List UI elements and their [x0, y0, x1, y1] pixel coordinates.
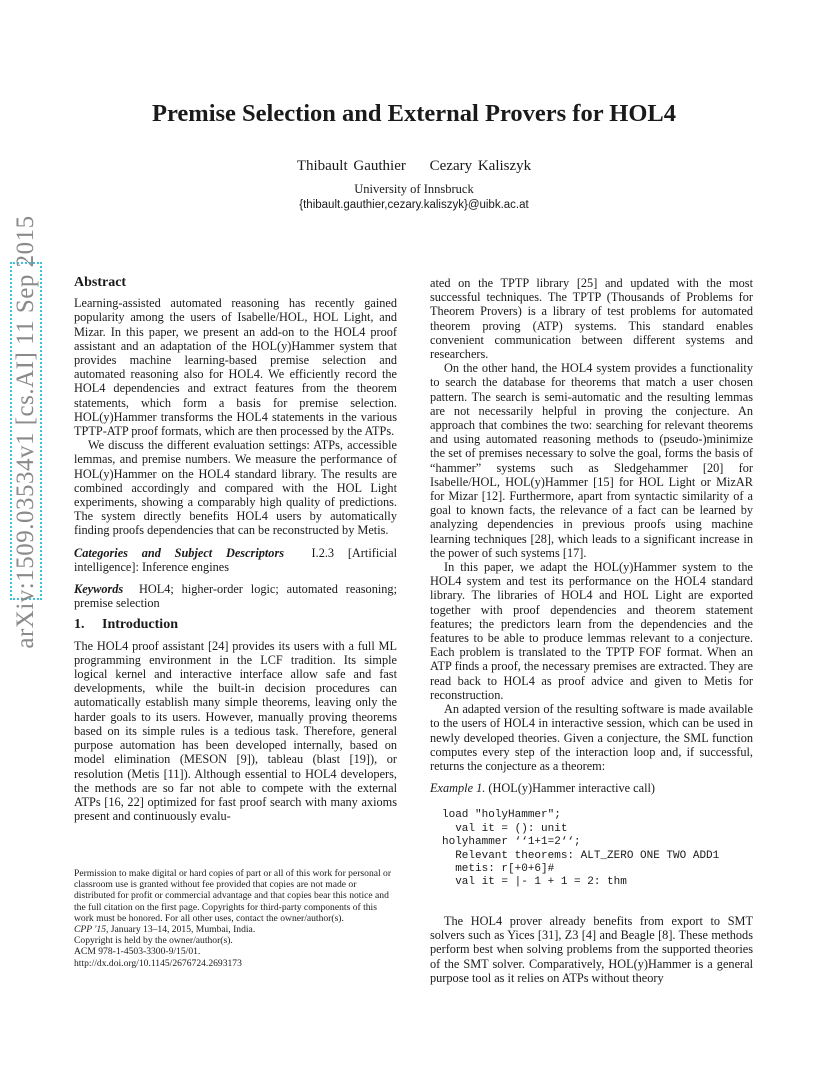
- copyright-holder: Copyright is held by the owner/author(s).: [74, 935, 233, 947]
- author-name: Cezary Kaliszyk: [429, 158, 532, 174]
- arxiv-stamp: [8, 215, 44, 649]
- body-paragraph: The HOL4 prover already benefits from export to SMT solvers such as Yices [31], Z3 [4] and Beagle [8]. These methods perform best when solving problems from the supported theories of the SMT solver. Comparatively, HOL(y)Hammer is a general purpose tool as it relies on ATPs without theory: [430, 914, 753, 985]
- doi-link[interactable]: http://dx.doi.org/10.1145/2676724.2693173: [74, 957, 242, 969]
- categories-text: I.2.3 [Artificial intelligence]: Inference engines: [74, 545, 397, 574]
- right-column: [430, 276, 753, 890]
- keywords: [74, 582, 397, 610]
- section-number: 1.: [74, 617, 85, 633]
- example-label: Example 1.: [430, 781, 486, 796]
- right-column-continued: [430, 914, 753, 985]
- abstract-heading: Abstract: [74, 275, 127, 290]
- author-name: Thibault Gauthier: [296, 158, 406, 174]
- conference-details: January 13–14, 2015, Mumbai, India.: [110, 924, 256, 936]
- body-paragraph: ated on the TPTP library [25] and updated with the most successful techniques. The TPTP (Thousands of Problems for Theorem Provers) is a library of test problems for automated theorem proving (ATP) systems. This standard enables convenient communication between different systems and researchers.: [430, 276, 753, 362]
- keywords-label: Keywords: [74, 582, 124, 597]
- conference-line: [74, 924, 397, 935]
- left-column: [74, 276, 397, 823]
- section-title: Introduction: [102, 617, 178, 633]
- example-title: (HOL(y)Hammer interactive call): [488, 781, 656, 796]
- arxiv-identifier: arXiv:1509.03534v1 [cs.AI] 11 Sep 2015: [12, 215, 39, 649]
- example-caption: [430, 781, 753, 795]
- intro-heading: [74, 618, 397, 632]
- intro-paragraph: The HOL4 proof assistant [24] provides its users with a full ML programming environment in the LCF tradition. Its simple logical kernel and interactive interface allow safe and fast developments, while the built-in decision procedures can automatically establish many simple theorems, leaving only the harder goals to its users. However, manually proving theorems based on its simple rules is a tedious task. Therefore, general purpose automation has been developed internally, based on model elimination (MESON [9]), tableau (blast [19]), or resolution (Metis [11]). Although essential to HOL4 developers, the methods are so far not able to compete with the external ATPs [16, 22] optimized for fast proof search with many axioms present and continuously evalu-: [74, 638, 397, 824]
- body-paragraph: An adapted version of the resulting software is made available to the users of HOL4 in interactive session, which can be used in newly developed theories. Given a conjecture, the SML function computes every step of the interaction loop and, if successful, returns the conjecture as a theorem:: [430, 702, 753, 773]
- abstract-paragraph: We discuss the different evaluation settings: ATPs, accessible lemmas, and premise numbers. We measure the performance of HOL(y)Hammer on the HOL4 standard library. The results are combined accordingly and compared with the HOL Light experiments, showing a comparably high quality of predictions. The system directly benefits HOL4 users by automatically finding proofs dependencies that can be reconstructed by Metis.: [74, 438, 397, 538]
- paper-title: Premise Selection and External Provers for HOL4: [152, 100, 676, 127]
- keywords-text: HOL4; higher-order logic; automated reasoning; premise selection: [74, 582, 397, 611]
- body-paragraph: On the other hand, the HOL4 system provides a functionality to search the database for theorems that match a user chosen pattern. The search is semi-automatic and the resulting lemmas are not necessarily helpful in proving the conjecture. An approach that combines the two: searching for relevant theorems and using automated reasoning methods to (pseudo-)minimize the set of premises necessary to solve the goal, forms the basis of “hammer” systems such as Sledgehammer [20] for Isabelle/HOL, HOL(y)Hammer [15] for HOL Light or MizAR for Mizar [12]. Furthermore, apart from syntactic similarity of a goal to known facts, the relevance of a fact can be learned by analyzing dependencies in previous proofs using machine learning techniques [28], which leads to a significant increase in the power of such systems [17].: [430, 361, 753, 560]
- body-paragraph: In this paper, we adapt the HOL(y)Hammer system to the HOL4 system and test its performance on the HOL4 standard library. The libraries of HOL4 and HOL Light are exported together with proof dependencies and theorem statement features; the predictors learn from the dependencies and the features to be able to produce lemmas relevant to a conjecture. Each problem is translated to the TPTP FOF format. When an ATP finds a proof, the necessary premises are extracted. They are read back to HOL4 as proof advice and given to Metis for reconstruction.: [430, 560, 753, 702]
- author-emails: {thibault.gauthier,cezary.kaliszyk}@uibk.ac.at: [299, 199, 529, 211]
- conference-name: CPP '15,: [74, 924, 109, 936]
- abstract-paragraph: Learning-assisted automated reasoning has recently gained popularity among the users of Isabelle/HOL, HOL Light, and Mizar. In this paper, we present an add-on to the HOL4 proof assistant and an adaptation of the HOL(y)Hammer system that provides machine learning-based premise selection and automated reasoning also for HOL4. We efficiently record the HOL4 dependencies and extract features from the theorem statements, which form a basis for premise selection. HOL(y)Hammer transforms the HOL4 statements in the various TPTP-ATP proof formats, which are then processed by the ATPs.: [74, 296, 397, 439]
- categories-label: Categories and Subject Descriptors: [74, 545, 285, 560]
- categories-descriptors: [74, 546, 397, 574]
- acm-number: ACM 978-1-4503-3300-9/15/01.: [74, 946, 201, 958]
- author-list: [0, 158, 828, 175]
- affiliation: University of Innsbruck: [354, 182, 474, 196]
- code-block: load "holyHammer"; val it = (): unit holyhammer ‘‘1+1=2‘‘; Relevant theorems: ALT_ZERO ONE TWO ADD1 metis: r[+0+6]# val it = |- 1 + 1 = 2: thm: [442, 809, 720, 889]
- copyright-notice: [74, 868, 397, 969]
- permission-text: Permission to make digital or hard copies of part or all of this work for personal or classroom use is granted without fee provided that copies are not made or distributed for profit or commercial advantage and that copies bear this notice and the full citation on the first page. Copyrights for third-party components of this work must be honored. For all other uses, contact the owner/author(s).: [74, 868, 392, 924]
